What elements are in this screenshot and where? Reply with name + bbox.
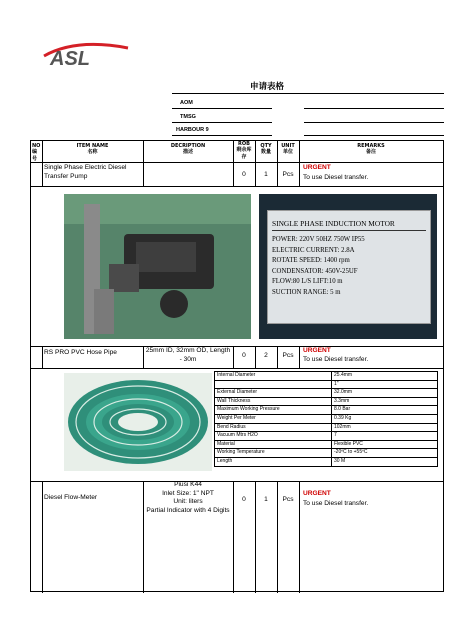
- urgent-flag: URGENT: [303, 347, 331, 354]
- row-divider: [31, 346, 443, 347]
- nameplate-line: SUCTION RANGE: 5 m: [272, 288, 341, 296]
- item-rob: 0: [242, 496, 246, 503]
- col-header-item: ITEM NAME 名称: [76, 143, 109, 156]
- header-line: [304, 108, 444, 109]
- header-field-tmsg: TMSG: [180, 114, 196, 120]
- col-divider: [42, 481, 43, 593]
- spec-value: 1": [332, 380, 438, 389]
- nameplate-line: ROTATE SPEED: 1400 rpm: [272, 257, 350, 264]
- header-line: [304, 122, 444, 123]
- header-field-aom: AOM: [180, 100, 193, 106]
- hose-spec-table: [214, 371, 438, 467]
- spec-label: Wall Thickness: [215, 397, 332, 406]
- item-name: RS PRO PVC Hose Pipe: [44, 349, 117, 356]
- header-line: [172, 135, 272, 136]
- spec-label: [215, 380, 332, 389]
- spec-value: 102mm: [332, 423, 438, 432]
- col-header-rob: ROB 剩余库 存: [236, 141, 252, 160]
- table-row: [215, 414, 438, 423]
- row-divider: [31, 368, 443, 369]
- col-divider: [143, 346, 144, 368]
- row-divider: [31, 162, 443, 163]
- table-row: [215, 406, 438, 415]
- table-row: [215, 432, 438, 441]
- item-remark: To use Diesel transfer.: [303, 356, 369, 363]
- table-row: [215, 380, 438, 389]
- item-qty: 2: [264, 352, 268, 359]
- spec-value: 30 M: [332, 457, 438, 466]
- hose-photo: [64, 373, 212, 471]
- item-qty: 1: [264, 496, 268, 503]
- nameplate-line: FLOW:80 L/S LIFT:10 m: [272, 278, 343, 285]
- nameplate-line: POWER: 220V 50HZ 750W IP55: [272, 236, 365, 243]
- title-underline: [172, 93, 444, 94]
- table-row: [215, 449, 438, 458]
- table-row: [215, 389, 438, 398]
- spec-label: Working Temperature: [215, 449, 332, 458]
- header-line: [172, 122, 272, 123]
- spec-value: Flexible PVC: [332, 440, 438, 449]
- item-name: Diesel Flow-Meter: [44, 494, 98, 501]
- spec-value: 7: [332, 432, 438, 441]
- item-unit: Pcs: [282, 171, 294, 178]
- item-remark: To use Diesel transfer.: [303, 174, 369, 181]
- col-header-unit: UNIT 单位: [281, 143, 295, 156]
- motor-nameplate-photo: [259, 194, 437, 339]
- item-remark: To use Diesel transfer.: [303, 500, 369, 507]
- pump-photo: [64, 194, 251, 339]
- spec-value: -20ºC to +55ºC: [332, 449, 438, 458]
- table-row: [215, 372, 438, 381]
- spec-value: 8.0 Bar: [332, 406, 438, 415]
- nameplate-title: SINGLE PHASE INDUCTION MOTOR: [272, 219, 426, 231]
- item-unit: Pcs: [282, 496, 294, 503]
- spec-label: Material: [215, 440, 332, 449]
- form-title: 申请表格: [250, 82, 285, 92]
- spec-value: 0.39 Kg: [332, 414, 438, 423]
- col-header-remarks: REMARKS 备注: [357, 143, 385, 156]
- spec-label: Weight Per Meter: [215, 414, 332, 423]
- request-table: [30, 140, 444, 592]
- spec-value: 32.0mm: [332, 389, 438, 398]
- nameplate-line: ELECTRIC CURRENT: 2.8A: [272, 246, 355, 254]
- row-divider: [31, 481, 443, 482]
- item-rob: 0: [242, 171, 246, 178]
- nameplate: [267, 210, 431, 324]
- col-divider: [299, 346, 300, 368]
- spec-label: External Diameter: [215, 389, 332, 398]
- spec-label: Length: [215, 457, 332, 466]
- svg-text:ASL: ASL: [50, 48, 90, 70]
- table-row: [215, 397, 438, 406]
- urgent-flag: URGENT: [303, 490, 331, 497]
- col-divider: [42, 346, 43, 368]
- item-description: 25mm ID, 32mm OD, Length - 30m: [145, 347, 231, 363]
- spec-label: Internal Diameter: [215, 372, 332, 381]
- spec-label: Vacuum Mtrs H2O: [215, 432, 332, 441]
- spec-value: 3.3mm: [332, 397, 438, 406]
- item-unit: Pcs: [282, 352, 294, 359]
- item-rob: 0: [242, 352, 246, 359]
- nameplate-line: CONDENSATOR: 450V-25UF: [272, 267, 358, 275]
- spec-value: 25.4mm: [332, 372, 438, 381]
- table-row: [215, 423, 438, 432]
- spec-label: Maximum Working Pressure: [215, 406, 332, 415]
- col-header-qty: QTY 数量: [260, 143, 272, 156]
- item-qty: 1: [264, 171, 268, 178]
- urgent-flag: URGENT: [303, 164, 331, 171]
- item-name: Single Phase Electric Diesel Transfer Pump: [44, 164, 127, 180]
- asl-logo: [36, 36, 136, 70]
- spec-label: Bend Radius: [215, 423, 332, 432]
- table-row: [215, 440, 438, 449]
- header-field-harbour: HARBOUR 9: [176, 127, 209, 133]
- table-row: [215, 457, 438, 466]
- col-header-description: DECRIPTION 描述: [170, 143, 206, 156]
- header-line: [172, 108, 272, 109]
- header-line: [304, 135, 444, 136]
- col-header-no: NO 编 号: [32, 143, 41, 162]
- col-divider: [299, 481, 300, 593]
- item-description: Piusi K44 Inlet Size: 1" NPT Unit: liters Partial Indicator with 4 Digits: [146, 481, 230, 514]
- row-divider: [31, 186, 443, 187]
